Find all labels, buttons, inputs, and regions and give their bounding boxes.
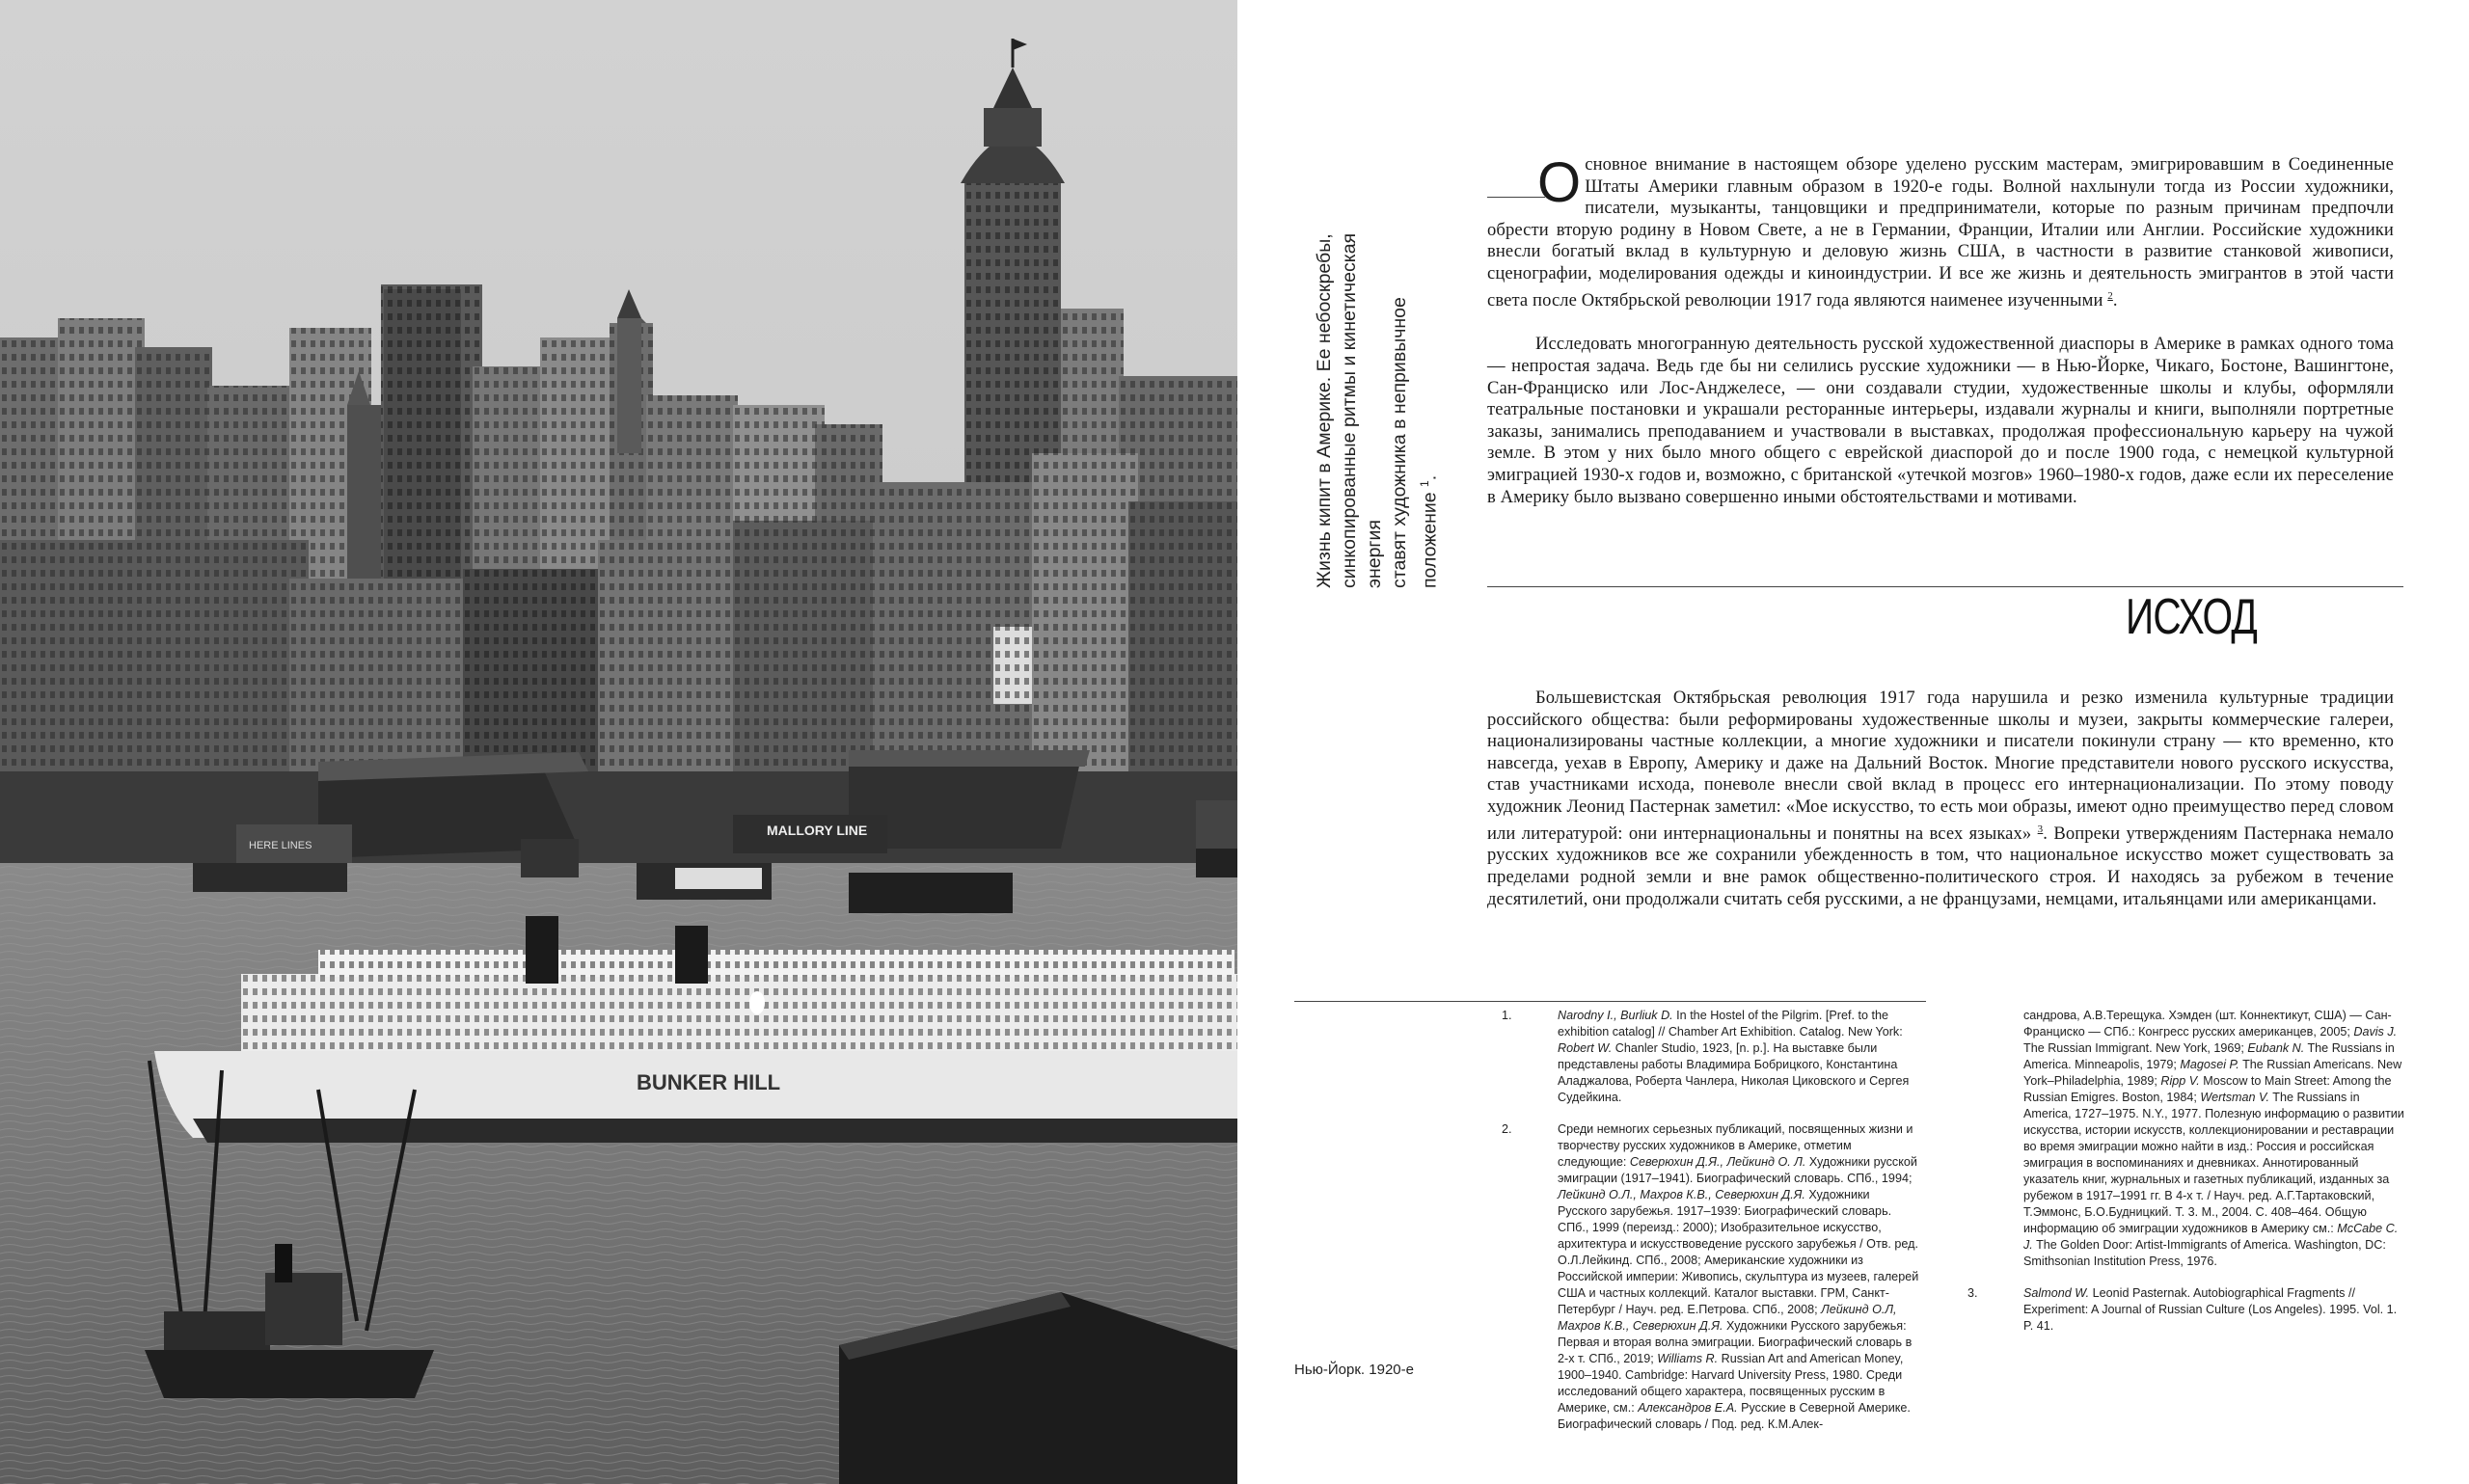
footnote-2-continued: сандрова, А.В.Терещука. Хэмден (шт. Коннектикут, США) — Сан-Франциско — СПб.: Конгресс русских американцев, 2005; Davis J. The Russian Immigrant. New York, 1969; Eubank N. The Russians in America. Minneapolis, 1979; Magosei P. The Russian Americans. New York–Philadelphia, 1989; Ripp V. Moscow to Main Street: Among the Russian Emigres. Boston, 1984; Wertsman V. The Russians in America, 1727–1975. N.Y., 1977. Полезную информацию о развитии искусства, истории искусств, коллекционировании и реставрации во время эмиграции можно найти в изд.: Россия и российская эмиграция в воспоминаниях и дневниках. Аннотированный указатель книг, журнальных и газетных публикаций, изданных за рубежом в 1917–1991 гг. В 4-х т. / Науч. ред. А.Г.Тартаковский, Т.Эммонс, Б.О.Будницкий. Т. 3. М., 2004. С. 408–464. Общую информацию об эмиграции художников в Америку см.: McCabe C. J. The Golden Door: Artist-Immigrants of America. Washington, DC: Smithsonian Institution Press, 1976. xyxy=(2023,1009,2404,1268)
ship-name: BUNKER HILL xyxy=(637,1070,781,1094)
sidebar-quote-line: ставят художника в непривычное положение $^1$. xyxy=(1389,297,1441,588)
footnotes-column-1 xyxy=(1502,1008,1919,1448)
footnote-3: 3. Salmond W. Leonid Pasternak. Autobiographical Fragments // Experiment: A Journal of Russian Culture (Los Angeles). 1995. Vol. 1. P. 41. xyxy=(1967,1286,2398,1333)
footnote-number: 1. xyxy=(1502,1009,1512,1022)
sidebar-quote xyxy=(1312,183,1441,588)
section-text xyxy=(1487,688,2394,910)
pier-sign-mallory: MALLORY LINE xyxy=(767,823,868,838)
pier-sign-left: HERE LINES xyxy=(249,840,312,851)
section-title: ИСХОД xyxy=(2126,589,2258,645)
footnotes-column-2 xyxy=(1967,1008,2404,1350)
footnote-number: 3. xyxy=(1967,1286,1978,1300)
intro-paragraph-1: Основное внимание в настоящем обзоре уделено русским мастерам, эмигрировавшим в Соединенные Штаты Америки главным образом в 1920-е годы. Волной нахлынули тогда из России художники, писатели, музыканты, танцовщики и предприниматели, которые по разным причинам предпочли обрести вторую родину в Новом Свете, а не в Германии, Франции, Италии или Англии. Российские художники внесли богатый вклад в культурную и деловую жизнь США, в частности в развитие станковой живописи, сценографии, моделирования одежды и киноиндустрии. И все же жизнь и деятельность эмигрантов в этой части света после Октябрьской революции 1917 года являются наименее изученными $^2$. xyxy=(1487,151,2394,310)
intro-text xyxy=(1487,151,2394,508)
intro-paragraph-2: Исследовать многогранную деятельность русской художественной диаспоры в Америке в рамках одного тома — непростая задача. Ведь где бы ни селились русские художники — в Нью-Йорке, Чикаго, Бостоне, Вашингтоне, Сан-Франциско или Лос-Анджелесе, — они создавали студии, художественные школы и клубы, оформляли театральные постановки и украшали ресторанные интерьеры, издавали журналы и книги, выполняли портретные заказы, занимались преподаванием и участвовали в выставках, продолжая профессиональную карьеру на чужой земле. В этом у них было много общего с еврейской диаспорой до и после 1900 года, с немецкой культурной эмиграцией 1930-х годов и, возможно, с британской «утечкой мозгов» 1960–1980-х годов, даже если их переселение в Америку было вызвано совершенно иными обстоятельствами и мотивами. xyxy=(1487,334,2394,507)
drop-cap: О xyxy=(1537,151,1582,214)
section-paragraph-1: Большевистская Октябрьская революция 1917 года нарушила и резко изменила культурные традиции российского общества: были реформированы художественные школы и музеи, закрыты коммерческие галереи, национализированы частные коллекции, а многие художники и писатели покинули страну — кто временно, кто навсегда, уехав в Европу, Америку и даже на Дальний Восток. Многие представители нового русского искусства, став участниками исхода, поневоле внесли свой вклад в процесс его интернационализации. По этому поводу художник Леонид Пастернак заметил: «Мое искусство, то есть мои образы, имеют одно преимущество перед словом или литературой: они интернациональны и понятны на всех языках» $^3$. Вопреки утверждениям Пастернака немало русских художников все же сохранили убежденность в том, что национальное искусство может существовать за пределами родной земли и вне рамок общественно-политического строя. И находясь за рубежом в течение десятилетий, они продолжали считать себя русскими, а не французами, немцами, итальянцами или американцами. xyxy=(1487,688,2394,909)
footnotes-rule xyxy=(1294,1001,1926,1002)
footnote-ref[interactable]: 2 xyxy=(2107,289,2113,302)
footnote-2: 2. Среди немногих серьезных публикаций, посвященных жизни и творчеству русских художников в Америке, отметим следующие: Северюхин Д.Я., Лейкинд О. Л. Художники русской эмиграции (1917–1941). Биографический словарь. СПб., 1994; Лейкинд О.Л., Махров К.В., Северюхин Д.Я. Художники Русского зарубежья. 1917–1939: Биографический словарь. СПб., 1999 (переизд.: 2000); Изобразительное искусство, архитектура и искусствоведение русского зарубежья / Отв. ред. О.Л.Лейкинд. СПб., 2008; Американские художники из Российской империи: Живопись, скульптура из музеев, галерей США и частных коллекций. Каталог выставки. ГРМ, Санкт-Петербург / Науч. ред. Е.Петрова. СПб., 2008; Лейкинд О.Л, Махров К.В., Северюхин Д.Я. Художники Русского зарубежья: Первая и вторая волна эмиграции. Биографический словарь в 2-х т. СПб., 2019; Williams R. Russian Art and American Money, 1900–1940. Cambridge: Harvard University Press, 1980. Среди исследований общего характера, посвященных русским в Америке, см.: Александров Е.А. Русские в Северной Америке. Биографический словарь / Под. ред. К.М.Алек- xyxy=(1502,1122,1919,1431)
section-rule xyxy=(1487,586,2403,587)
photo-caption: Нью-Йорк. 1920-е xyxy=(1294,1362,1414,1378)
footnote-ref[interactable]: 1 xyxy=(1418,480,1431,487)
footnote-1: 1. Narodny I., Burliuk D. In the Hostel of the Pilgrim. [Pref. to the exhibition catalog] // Chamber Art Exhibition. Catalog. New York: Robert W. Chanler Studio, 1923, [n. p.]. На выставке были представлены работы Владимира Бобрицкого, Константина Аладжалова, Роберта Чанлера, Николая Циковского и Сергея Судейкина. xyxy=(1502,1009,1910,1104)
sidebar-quote-line: синкопированные ритмы и кинетическая энергия xyxy=(1339,232,1385,588)
sidebar-quote-line: Жизнь кипит в Америке. Ее небоскребы, xyxy=(1314,233,1335,588)
footnote-ref[interactable]: 3 xyxy=(2037,823,2044,835)
footnote-number: 2. xyxy=(1502,1122,1512,1136)
